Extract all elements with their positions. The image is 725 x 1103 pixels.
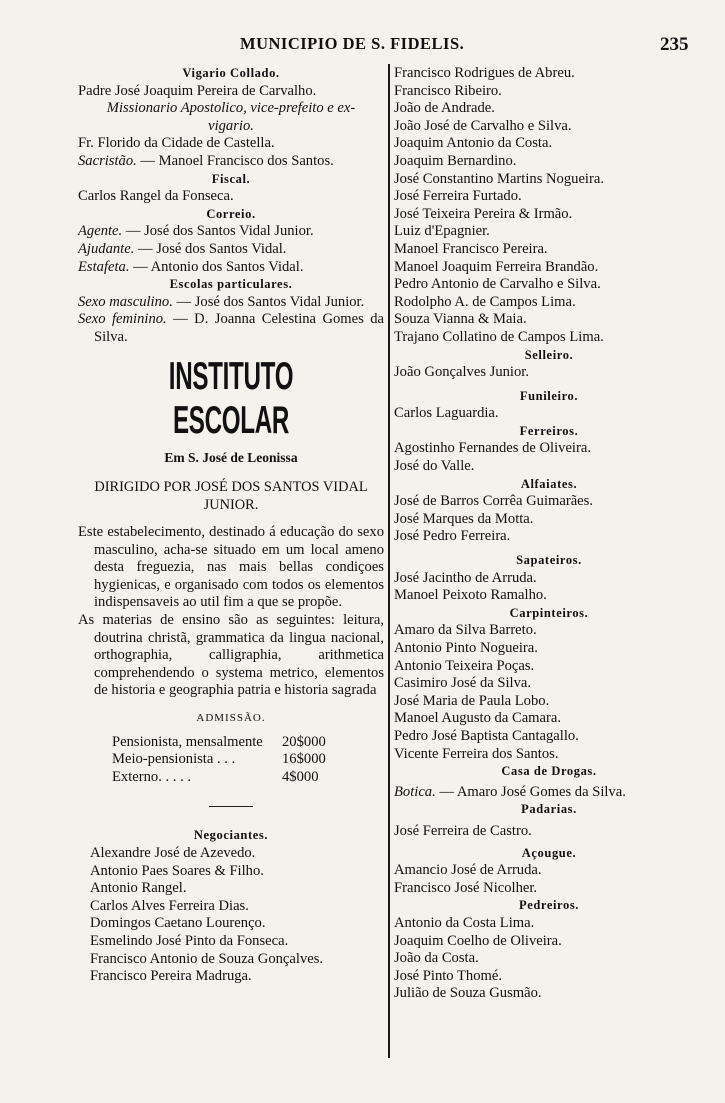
left-column [78, 65, 384, 986]
list-item: Trajano Collatino de Campos Lima. [394, 328, 604, 345]
section-heading-pedreiros: Pedreiros. [518, 898, 580, 913]
running-title: MUNICIPIO DE S. FIDELIS. [240, 34, 465, 53]
list-item: Antonio Rangel. [90, 880, 187, 897]
admissao-heading: ADMISSÃO. [196, 712, 266, 725]
correio-entry [78, 259, 384, 277]
list-item: José Constantino Martins Nogueira. [394, 170, 604, 187]
list-item: Francisco José Nicolher. [394, 879, 538, 896]
list-item: João José de Carvalho e Silva. [394, 117, 572, 134]
entry-name: — Antonio dos Santos Vidal. [129, 258, 304, 275]
fiscal-name: Carlos Rangel da Fonseca. [78, 188, 234, 205]
list-item: Esmelindo José Pinto da Fonseca. [90, 932, 289, 949]
section-heading-fiscal: Fiscal. [211, 171, 251, 186]
section-heading-negociantes: Negociantes. [193, 828, 269, 843]
list-item: João de Andrade. [394, 100, 495, 117]
list-item: Antonio da Costa Lima. [394, 914, 535, 931]
negociantes-continued [394, 65, 704, 347]
list-item: José do Valle. [394, 458, 475, 475]
list-item: José Teixeira Pereira & Irmão. [394, 205, 573, 222]
list-item: Antonio Teixeira Poças. [394, 657, 535, 674]
entry-name: — Amaro José Gomes da Silva. [435, 783, 626, 800]
list-item: Francisco Pereira Madruga. [90, 968, 252, 985]
missionario-name: Fr. Florido da Cidade de Castella. [78, 135, 275, 152]
list-item: Francisco Rodrigues de Abreu. [394, 65, 575, 81]
list-item: Antonio Pinto Nogueira. [394, 640, 538, 656]
list-item: José Pinto Thomé. [394, 967, 502, 984]
list-item: José Maria de Paula Lobo. [394, 692, 550, 709]
instituto-paragraph: As materias de ensino são as seguintes: leitura, doutrina christã, grammatica da lingua nacional, orthographia, calligraphia, arithmetica comprehendendo o systema metrico, elementos de historia e geographia patria e historia sagrada [78, 612, 384, 699]
role-label: Sacristão. [78, 152, 137, 169]
list-item: Manoel Peixoto Ramalho. [394, 587, 547, 604]
instituto-paragraph: Este estabelecimento, destinado á educação do sexo masculino, acha-se situado em um local ameno desta freguezia, nas mais bellas condiçoes hygienicas, e organisado com todos os elementos indispensaveis ao util fim a que se propõe. [78, 524, 384, 611]
list-item: José Jacintho de Arruda. [394, 569, 537, 586]
list-item: Carlos Alves Ferreira Dias. [90, 897, 249, 914]
list-item: Manoel Francisco Pereira. [394, 240, 548, 257]
list-item: Antonio Paes Soares & Filho. [90, 862, 264, 879]
list-item: Manoel Augusto da Camara. [394, 710, 561, 727]
price-value: 16$000 [282, 751, 326, 768]
section-heading-acougue: Açougue. [521, 845, 577, 860]
list-item: Manoel Joaquim Ferreira Brandão. [394, 258, 599, 275]
escola-entry [78, 294, 384, 312]
list-item: Amancio José de Arruda. [394, 862, 542, 879]
price-value: 20$000 [282, 733, 326, 750]
sacristao-entry [78, 153, 384, 171]
list-item: João Gonçalves Junior. [394, 364, 529, 381]
entry-name: — Manoel Francisco dos Santos. [136, 152, 334, 169]
section-heading-funileiro: Funileiro. [519, 388, 579, 403]
list-item: Pedro Antonio de Carvalho e Silva. [394, 276, 601, 293]
column-divider [388, 64, 390, 1058]
section-heading-carpinteiros: Carpinteiros. [509, 605, 589, 620]
section-heading-escolas: Escolas particulares. [169, 277, 293, 292]
role-label: Ajudante. [78, 240, 135, 257]
list-item: José Pedro Ferreira. [394, 528, 511, 545]
price-row [78, 734, 384, 752]
correio-entry [78, 241, 384, 259]
list-item: Casimiro José da Silva. [394, 675, 532, 692]
missionario-title: Missionario Apostolico, vice-prefeito e ex-vigario. [106, 100, 356, 134]
negociantes-list [78, 845, 384, 986]
section-heading-selleiro: Selleiro. [524, 347, 574, 362]
vigario-name: Padre José Joaquim Pereira de Carvalho. [78, 82, 317, 99]
section-heading-ferreiros: Ferreiros. [519, 423, 579, 438]
list-item: Francisco Ribeiro. [394, 82, 502, 99]
role-label: Sexo masculino. [78, 293, 173, 310]
list-item: José Ferreira Furtado. [394, 188, 522, 205]
list-item: Joaquim Bernardino. [394, 152, 517, 169]
list-item: José Ferreira de Castro. [394, 822, 532, 839]
list-item: Rodolpho A. de Campos Lima. [394, 293, 576, 310]
entry-name: — José dos Santos Vidal Junior. [172, 293, 365, 310]
instituto-location: Em S. José de Leonissa [164, 449, 298, 465]
list-item: Agostinho Fernandes de Oliveira. [394, 440, 591, 457]
list-item: José Marques da Motta. [394, 510, 534, 527]
section-heading-drogas: Casa de Drogas. [501, 764, 597, 779]
list-item: Joaquim Antonio da Costa. [394, 135, 553, 152]
entry-name: — José dos Santos Vidal Junior. [122, 223, 314, 240]
list-item: Luiz d'Epagnier. [394, 223, 490, 240]
section-heading-vigario: Vigario Collado. [182, 66, 280, 80]
price-label: Meio-pensionista . . . [112, 751, 236, 768]
section-heading-correio: Correio. [206, 206, 256, 221]
page-number: 235 [660, 34, 689, 55]
price-row [78, 769, 384, 787]
instituto-title: INSTITUTO ESCOLAR [168, 354, 294, 442]
list-item: Amaro da Silva Barreto. [394, 622, 537, 639]
list-item: Joaquim Coelho de Oliveira. [394, 932, 562, 949]
role-label: Agente. [78, 223, 123, 240]
list-item: José de Barros Corrêa Guimarães. [394, 493, 593, 510]
entry-name: — D. Joanna Celestina Gomes da Silva. [94, 311, 384, 345]
list-item: Alexandre José de Azevedo. [90, 845, 256, 861]
list-item: Pedro José Baptista Cantagallo. [394, 727, 579, 744]
list-item: Francisco Antonio de Souza Gonçalves. [90, 950, 324, 967]
section-separator [209, 806, 253, 807]
list-item: Souza Vianna & Maia. [394, 311, 527, 328]
list-item: Julião de Souza Gusmão. [394, 985, 542, 1002]
role-label: Estafeta. [78, 258, 130, 275]
right-column [394, 65, 704, 1003]
section-heading-padarias: Padarias. [521, 802, 577, 817]
price-label: Externo. . . . . [112, 768, 192, 785]
page-header [0, 34, 725, 60]
list-item: Vicente Ferreira dos Santos. [394, 745, 559, 762]
price-value: 4$000 [282, 768, 319, 785]
role-label: Sexo feminino. [78, 311, 167, 328]
section-heading-sapateiros: Sapateiros. [516, 553, 582, 568]
list-item: Domingos Caetano Lourenço. [90, 915, 266, 932]
correio-entry [78, 223, 384, 241]
section-heading-alfaiates: Alfaiates. [520, 476, 578, 491]
list-item: Carlos Laguardia. [394, 405, 499, 422]
entry-name: — José dos Santos Vidal. [134, 240, 287, 257]
escola-entry [78, 311, 384, 346]
price-label: Pensionista, mensalmente [112, 733, 263, 750]
price-row [78, 751, 384, 769]
botica-entry [394, 784, 704, 802]
instituto-director: DIRIGIDO POR JOSÉ DOS SANTOS VIDAL JUNIOR. [94, 479, 368, 514]
role-label: Botica. [394, 783, 436, 800]
list-item: João da Costa. [394, 950, 479, 967]
